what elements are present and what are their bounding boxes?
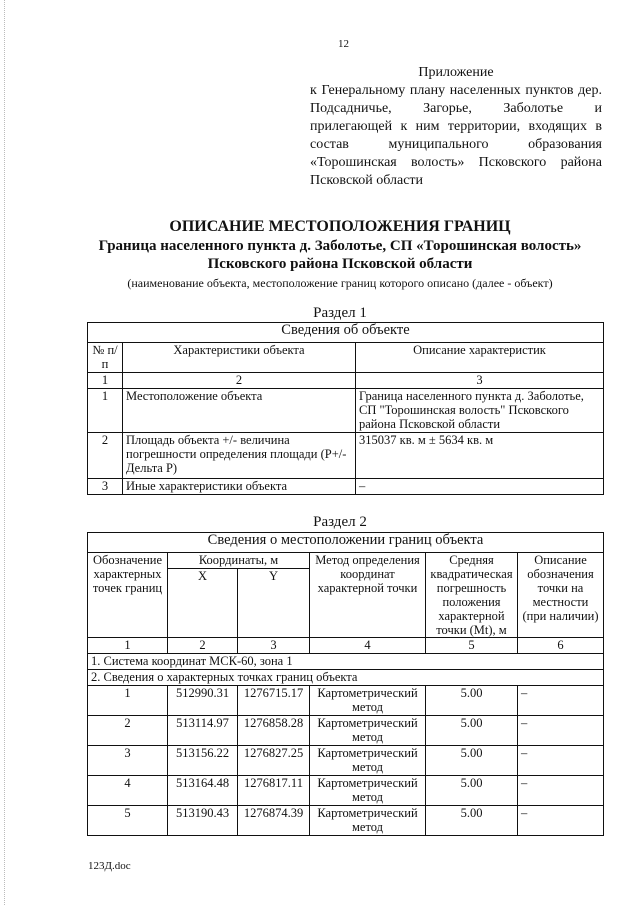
header-description: Описание характеристик <box>356 343 604 373</box>
table-row <box>88 716 604 746</box>
point-x: 512990.31 <box>168 686 238 716</box>
point-id: 4 <box>88 776 168 806</box>
section2-caption: Сведения о местоположении границ объекта <box>88 533 604 553</box>
point-y: 1276827.25 <box>238 746 310 776</box>
object-note: (наименование объекта, местоположение границ которого описано (далее - объект) <box>127 276 553 290</box>
section1-table <box>87 322 604 495</box>
point-error: 5.00 <box>426 746 518 776</box>
column-number: 1 <box>88 373 123 389</box>
table-row <box>88 433 604 479</box>
point-description: – <box>518 806 604 836</box>
header-y: Y <box>238 569 310 638</box>
point-x: 513190.43 <box>168 806 238 836</box>
point-method: Картометрический метод <box>310 686 426 716</box>
table-row <box>88 746 604 776</box>
row-number: 3 <box>88 479 123 495</box>
point-error: 5.00 <box>426 776 518 806</box>
point-y: 1276817.11 <box>238 776 310 806</box>
point-y: 1276858.28 <box>238 716 310 746</box>
point-error: 5.00 <box>426 686 518 716</box>
column-number: 5 <box>426 638 518 654</box>
table-row <box>88 479 604 495</box>
point-description: – <box>518 776 604 806</box>
appendix-heading: Приложение <box>418 65 494 80</box>
header-coordinates: Координаты, м <box>168 553 310 569</box>
point-method: Картометрический метод <box>310 716 426 746</box>
row-number: 1 <box>88 389 123 433</box>
page-number: 12 <box>338 38 349 50</box>
column-number: 1 <box>88 638 168 654</box>
column-number: 6 <box>518 638 604 654</box>
characteristic-name: Площадь объекта +/- величина погрешности определения площади (Р+/- Дельта Р) <box>123 433 356 479</box>
object-name-line2: Псковского района Псковской области <box>207 256 473 272</box>
point-x: 513156.22 <box>168 746 238 776</box>
point-description: – <box>518 716 604 746</box>
table-row <box>88 389 604 433</box>
file-name-footer: 123Д.doc <box>88 860 131 872</box>
column-number: 2 <box>123 373 356 389</box>
scan-edge <box>4 0 6 905</box>
section2-label: Раздел 2 <box>313 514 367 530</box>
appendix-text: к Генеральному плану населенных пунктов дер. Подсадничье, Загорье, Заболотье и прилегающей к ним территории, входящих в состав муниципального образования «Торошинская волость» Псковского района Псковской области <box>310 83 602 188</box>
row-number: 2 <box>88 433 123 479</box>
point-id: 2 <box>88 716 168 746</box>
point-method: Картометрический метод <box>310 746 426 776</box>
appendix-block <box>310 64 602 190</box>
header-number: № п/п <box>88 343 123 373</box>
section2-table <box>87 532 604 836</box>
point-method: Картометрический метод <box>310 776 426 806</box>
characteristic-name: Местоположение объекта <box>123 389 356 433</box>
point-error: 5.00 <box>426 716 518 746</box>
header-point-description: Описание обозначения точки на местности (при наличии) <box>518 553 604 638</box>
point-description: – <box>518 686 604 716</box>
point-description: – <box>518 746 604 776</box>
point-id: 1 <box>88 686 168 716</box>
table-row <box>88 806 604 836</box>
column-number: 3 <box>238 638 310 654</box>
point-id: 5 <box>88 806 168 836</box>
point-y: 1276874.39 <box>238 806 310 836</box>
point-y: 1276715.17 <box>238 686 310 716</box>
points-section-title: 2. Сведения о характерных точках границ объекта <box>88 670 604 686</box>
column-number: 2 <box>168 638 238 654</box>
characteristic-name: Иные характеристики объекта <box>123 479 356 495</box>
characteristic-value: – <box>356 479 604 495</box>
header-characteristics: Характеристики объекта <box>123 343 356 373</box>
section1-label: Раздел 1 <box>313 305 367 321</box>
point-x: 513164.48 <box>168 776 238 806</box>
table-row <box>88 686 604 716</box>
header-x: X <box>168 569 238 638</box>
point-method: Картометрический метод <box>310 806 426 836</box>
coordinate-system: 1. Система координат МСК-60, зона 1 <box>88 654 604 670</box>
table-row <box>88 776 604 806</box>
point-x: 513114.97 <box>168 716 238 746</box>
object-name-line1: Граница населенного пункта д. Заболотье, СП «Торошинская волость» <box>98 238 582 254</box>
document-title: ОПИСАНИЕ МЕСТОПОЛОЖЕНИЯ ГРАНИЦ <box>169 218 511 235</box>
section1-caption: Сведения об объекте <box>88 323 604 343</box>
header-method: Метод определения координат характерной точки <box>310 553 426 638</box>
characteristic-value: 315037 кв. м ± 5634 кв. м <box>356 433 604 479</box>
point-error: 5.00 <box>426 806 518 836</box>
column-number: 3 <box>356 373 604 389</box>
header-error: Средняя квадратическая погрешность положения характерной точки (Mt), м <box>426 553 518 638</box>
header-points: Обозначение характерных точек границ <box>88 553 168 638</box>
characteristic-value: Граница населенного пункта д. Заболотье, СП "Торошинская волость" Псковского района Псковской области <box>356 389 604 433</box>
column-number: 4 <box>310 638 426 654</box>
point-id: 3 <box>88 746 168 776</box>
